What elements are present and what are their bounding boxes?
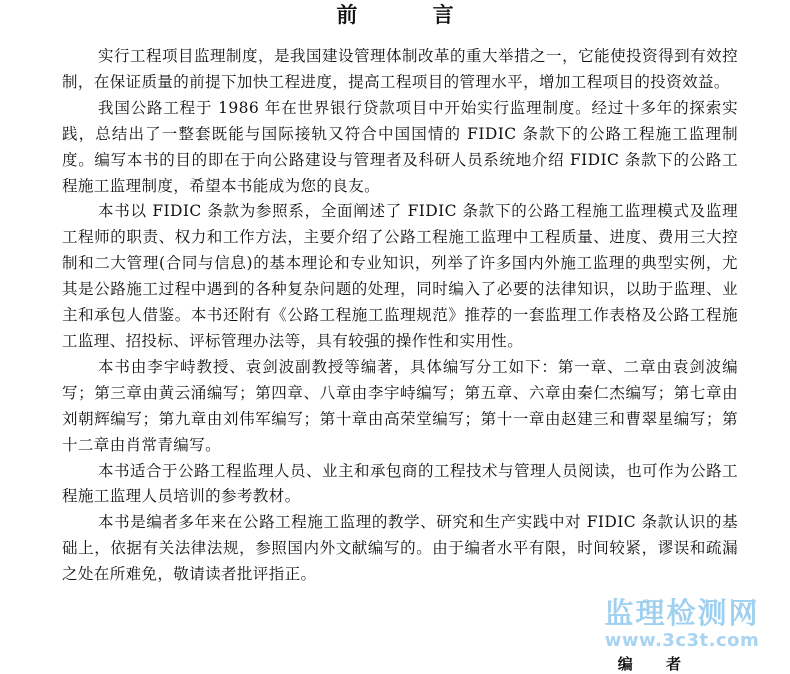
paragraph: 本书以 FIDIC 条款为参照系，全面阐述了 FIDIC 条款下的公路工程施工监理模式及监理工程师的职责、权力和工作方法，主要介绍了公路工程施工监理中工程质量、进度、费用三大控制和二大管理(合同与信息)的基本理论和专业知识，列举了许多国内外施工监理的典型实例，尤其是公路施工过程中遇到的各种复杂问题的处理，同时编入了必要的法律知识，以助于监理、业主和承包人借鉴。本书还附有《公路工程施工监理规范》推荐的一套监理工作表格及公路工程施工监理、招投标、评标管理办法等，具有较强的操作性和实用性。: [62, 202, 738, 350]
watermark-name: 监理检测网: [604, 596, 760, 630]
paragraph: 实行工程项目监理制度，是我国建设管理体制改革的重大举措之一，它能使投资得到有效控制，在保证质量的前提下加快工程进度，提高工程项目的管理水平，增加工程项目的投资效益。: [62, 47, 738, 91]
watermark-url: www.3c3t.com: [604, 630, 760, 651]
paragraph: 本书是编者多年来在公路工程施工监理的教学、研究和生产实践中对 FIDIC 条款认识的基础上，依据有关法律法规，参照国内外文献编写的。由于编者水平有限，时间较紧，谬误和疏漏之处在所难免，敬请读者批评指正。: [62, 513, 738, 584]
paragraph: 本书适合于公路工程监理人员、业主和承包商的工程技术与管理人员阅读，也可作为公路工程施工监理人员培训的参考教材。: [62, 461, 738, 506]
watermark: [582, 596, 782, 652]
paragraph: 本书由李宇峙教授、袁剑波副教授等编著，具体编写分工如下：第一章、二章由袁剑波编写；第三章由黄云涌编写；第四章、八章由李宇峙编写；第五章、六章由秦仁杰编写；第七章由刘朝辉编写；第九章由刘伟军编写；第十章由高荣堂编写；第十一章由赵建三和曹翠星编写；第十二章由肖常青编写。: [62, 357, 738, 454]
preface-body: [62, 44, 738, 588]
paragraph: 我国公路工程于 1986 年在世界银行贷款项目中开始实行监理制度。经过十多年的探索实践，总结出了一整套既能与国际接轨又符合中国国情的 FIDIC 条款下的公路工程施工监理制度。编写本书的目的即在于向公路建设与管理者及科研人员系统地介绍 FIDIC 条款下的公路工程施工监理制度，希望本书能成为您的良友。: [62, 98, 738, 195]
author-signature: 编 者: [617, 655, 695, 673]
page-title: 前 言: [336, 2, 488, 27]
